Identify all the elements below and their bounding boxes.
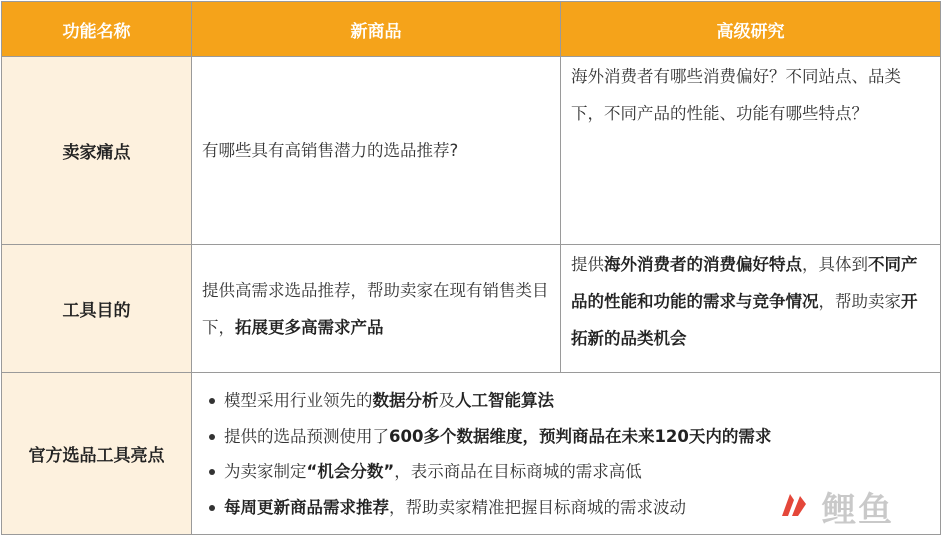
cell-goal-advanced-research bbox=[561, 245, 941, 373]
cell-highlights bbox=[192, 373, 941, 535]
table-row-tool-goal bbox=[2, 245, 941, 373]
highlight-text: ，帮助卖家精准把握目标商城的需求波动 bbox=[389, 497, 686, 517]
header-new-product: 新商品 bbox=[192, 2, 561, 57]
highlight-text: 为卖家制定 bbox=[224, 462, 307, 481]
row-label-pain-points: 卖家痛点 bbox=[2, 57, 192, 245]
watermark-text: 鲤鱼 bbox=[822, 489, 894, 530]
table-row-pain-points bbox=[2, 57, 941, 245]
goal-advanced-emphasis-3: 开拓新的品类机会 bbox=[571, 292, 918, 348]
highlight-emphasis: 每周更新商品需求推荐 bbox=[224, 497, 389, 517]
highlight-text: 及 bbox=[438, 391, 455, 410]
goal-advanced-text-3: ，帮助卖家 bbox=[818, 292, 901, 311]
list-item bbox=[224, 383, 932, 419]
highlights-list bbox=[202, 383, 932, 525]
list-item bbox=[224, 454, 932, 490]
list-item bbox=[224, 490, 932, 526]
cell-goal-new-product bbox=[192, 245, 561, 373]
row-label-tool-goal: 工具目的 bbox=[2, 245, 192, 373]
highlight-emphasis: “机会分数” bbox=[306, 462, 395, 481]
highlight-emphasis: 人工智能算法 bbox=[455, 391, 554, 410]
row-label-highlights: 官方选品工具亮点 bbox=[2, 373, 192, 535]
header-feature-name: 功能名称 bbox=[2, 2, 192, 57]
highlight-emphasis: 数据分析 bbox=[372, 391, 439, 410]
table-row-highlights bbox=[2, 373, 941, 535]
list-item bbox=[224, 419, 932, 455]
goal-advanced-emphasis-2: 不同产品的性能和功能的需求与竞争情况 bbox=[571, 255, 918, 311]
cell-pain-new-product: 有哪些具有高销售潜力的选品推荐? bbox=[192, 57, 561, 245]
cell-pain-advanced-research: 海外消费者有哪些消费偏好？不同站点、品类下，不同产品的性能、功能有哪些特点？ bbox=[561, 57, 941, 245]
feature-comparison-table bbox=[1, 1, 941, 535]
goal-new-product-text: 提供高需求选品推荐，帮助卖家在现有销售类目下， bbox=[202, 280, 549, 337]
header-advanced-research: 高级研究 bbox=[561, 2, 941, 57]
goal-advanced-text-1: 提供 bbox=[571, 255, 604, 274]
highlight-emphasis: 600多个数据维度，预判商品在未来120天内的需求 bbox=[389, 426, 772, 446]
goal-advanced-text-2: ，具体到 bbox=[802, 255, 868, 274]
goal-new-product-emphasis: 拓展更多高需求产品 bbox=[235, 317, 384, 337]
highlight-text: ，表示商品在目标商城的需求高低 bbox=[394, 462, 642, 481]
goal-advanced-emphasis-1: 海外消费者的消费偏好特点 bbox=[604, 255, 802, 274]
highlight-text: 模型采用行业领先的 bbox=[224, 391, 373, 410]
header-row bbox=[2, 2, 941, 57]
highlight-text: 提供的选品预测使用了 bbox=[224, 426, 389, 446]
